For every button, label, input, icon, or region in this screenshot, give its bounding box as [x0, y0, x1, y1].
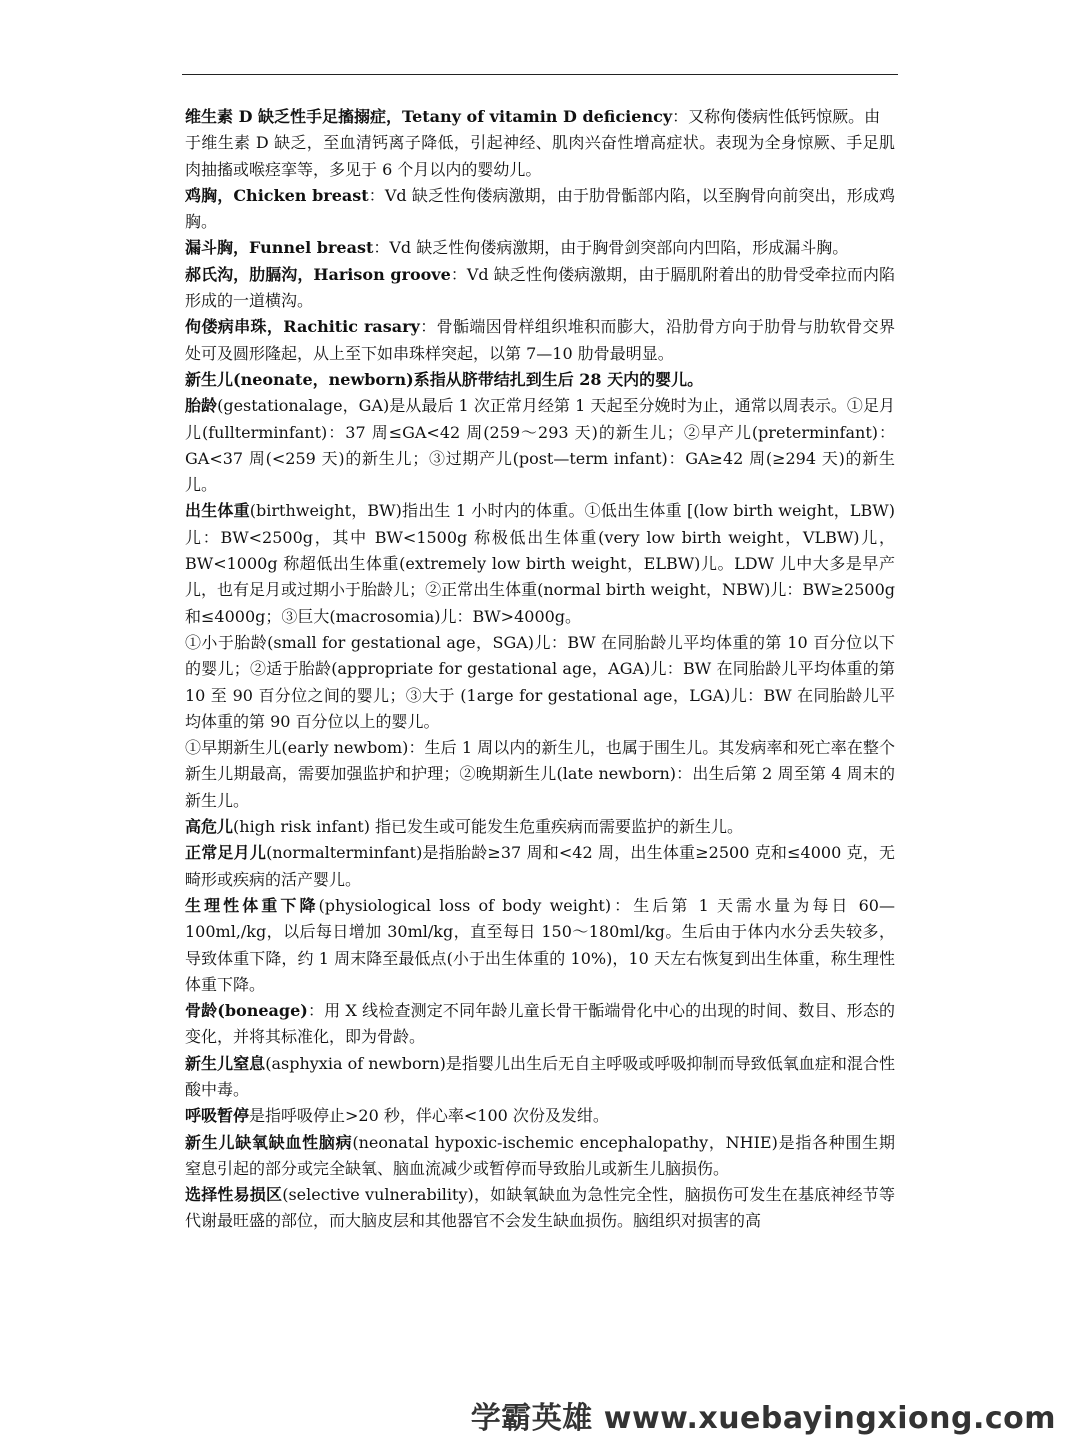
- term-heading: 佝偻病串珠，Rachitic rasary: [185, 317, 420, 337]
- definition-text: (physiological loss of body weight)：生后第 1 天需水量为每日 60—100ml,/kg，以后每日增加 30ml/kg，直至每日 150～180ml/kg。生后由于体内水分丢失较多，导致体重下降，约 1 周末降至最低点(小于出生体重的 10%)，10 天左右恢复到出生体重，称生理性体重下降。: [185, 895, 895, 994]
- definition-text: (normalterminfant)是指胎龄≥37 周和<42 周，出生体重≥2500 克和≤4000 克，无畸形或疾病的活产婴儿。: [185, 843, 895, 889]
- definition-text: 于维生素 D 缺乏，至血清钙离子降低，引起神经、肌肉兴奋性增高症状。表现为全身惊厥、手足肌肉抽搐或喉痉挛等，多见于 6 个月以内的婴幼儿。: [185, 133, 895, 179]
- term-heading: 胎龄: [185, 396, 218, 416]
- paragraph: [185, 1103, 895, 1129]
- definition-text: (birthweight，BW)指出生 1 小时内的体重。①低出生体重 [(low birth weight，LBW)儿：BW<2500g，其中 BW<1500g 称极低出生体重(very low birth weight，VLBW)儿，BW<1000g 称超低出生体重(extremely low birth weight，ELBW)儿。LDW 儿中大多是早产儿，也有足月或过期小于胎龄儿；②正常出生体重(normal birth weight，NBW)儿：BW≥2500g 和≤4000g；③巨大(macrosomia)儿：BW>4000g。: [185, 501, 895, 626]
- term-heading: 新生儿(neonate，newborn)系指从脐带结扎到生后 28 天内的婴儿。: [185, 369, 704, 389]
- term-heading: 选择性易损区: [185, 1185, 283, 1205]
- definition-text: ①早期新生儿(early newbom)：生后 1 周以内的新生儿，也属于围生儿。其发病率和死亡率在整个新生儿期最高，需要加强监护和护理；②晚期新生儿(late newborn)：出生后第 2 周至第 4 周末的新生儿。: [185, 738, 895, 810]
- paragraph: [185, 367, 895, 393]
- paragraph: [185, 840, 895, 893]
- paragraph: [185, 130, 895, 183]
- paragraph: [185, 893, 895, 998]
- term-heading: 骨龄(boneage): [185, 1001, 308, 1021]
- term-heading: 鸡胸，Chicken breast: [185, 185, 369, 205]
- paragraph: [185, 814, 895, 840]
- document-body: [185, 104, 895, 1235]
- paragraph: [185, 393, 895, 498]
- paragraph: [185, 498, 895, 629]
- definition-text: 是指呼吸停止>20 秒，伴心率<100 次份及发绀。: [249, 1106, 609, 1126]
- definition-text: ：骨骺端因骨样组织堆积而膨大，沿肋骨方向于肋骨与肋软骨交界处可及圆形隆起，从上至下如串珠样突起，以第 7—10 肋骨最明显。: [185, 317, 895, 363]
- definition-text: (high risk infant) 指已发生或可能发生危重疾病而需要监护的新生儿。: [233, 817, 744, 837]
- paragraph: [185, 1182, 895, 1235]
- term-heading: 正常足月儿: [185, 843, 267, 863]
- definition-text: (gestationalage，GA)是从最后 1 次正常月经第 1 天起至分娩时为止，通常以周表示。①足月儿(fullterminfant)：37 周≤GA<42 周(259～293 天)的新生儿；②早产儿(preterminfant)：GA<37 周(<259 天)的新生儿；③过期产儿(post—term infant)：GA≥42 周(≥294 天)的新生儿。: [185, 396, 895, 495]
- paragraph: [185, 1051, 895, 1104]
- term-heading: 生理性体重下降: [185, 895, 319, 915]
- definition-text: ：Vd 缺乏性佝偻病激期，由于肋骨骺部内陷，以至胸骨向前突出，形成鸡胸。: [185, 185, 895, 232]
- header-rule: [182, 74, 898, 75]
- definition-text: ①小于胎龄(small for gestational age，SGA)儿：BW 在同胎龄儿平均体重的第 10 百分位以下的婴儿；②适于胎龄(appropriate for gestational age，AGA)儿：BW 在同胎龄儿平均体重的第 10 至 90 百分位之间的婴儿；③大于 (1arge for gestational age，LGA)儿：BW 在同胎龄儿平均体重的第 90 百分位以上的婴儿。: [185, 632, 895, 731]
- term-heading: 郝氏沟，肋膈沟，Harison groove: [185, 264, 451, 284]
- paragraph: [185, 262, 895, 315]
- paragraph: [185, 998, 895, 1051]
- term-heading: 漏斗胸，Funnel breast: [185, 238, 374, 258]
- paragraph: [185, 314, 895, 367]
- term-heading: 新生儿缺氧缺血性脑病: [185, 1132, 353, 1152]
- paragraph: [185, 1130, 895, 1183]
- site-watermark: 学霸英雄 www.xuebayingxiong.com: [470, 1401, 1056, 1436]
- paragraph: [185, 235, 895, 261]
- term-heading: 出生体重: [185, 501, 250, 521]
- definition-text: ：Vd 缺乏性佝偻病激期，由于胸骨剑突部向内凹陷，形成漏斗胸。: [373, 238, 849, 258]
- term-heading: 新生儿窒息: [185, 1053, 266, 1073]
- term-heading: 维生素 D 缺乏性手足搐搦症，Tetany of vitamin D deficiency: [185, 107, 673, 126]
- paragraph: [185, 630, 895, 735]
- paragraph: [185, 735, 895, 814]
- definition-text: (asphyxia of newborn)是指婴儿出生后无自主呼吸或呼吸抑制而导致低氧血症和混合性酸中毒。: [185, 1053, 895, 1099]
- definition-text: (neonatal hypoxic-ischemic encephalopathy，NHIE)是指各种围生期窒息引起的部分或完全缺氧、脑血流减少或暂停而导致胎儿或新生儿脑损伤。: [185, 1132, 895, 1178]
- definition-text: ：用 X 线检查测定不同年龄儿童长骨干骺端骨化中心的出现的时间、数目、形态的变化，并将其标准化，即为骨龄。: [185, 1001, 895, 1047]
- definition-text: ：Vd 缺乏性佝偻病激期，由于膈肌附着出的肋骨受牵拉而内陷形成的一道横沟。: [185, 264, 895, 311]
- term-heading: 呼吸暂停: [185, 1106, 250, 1126]
- definition-text: (selective vulnerability)，如缺氧缺血为急性完全性，脑损伤可发生在基底神经节等代谢最旺盛的部位，而大脑皮层和其他器官不会发生缺血损伤。脑组织对损害的高: [185, 1185, 895, 1231]
- term-heading: 高危儿: [185, 817, 234, 837]
- paragraph: [185, 183, 895, 236]
- definition-text: ：又称佝偻病性低钙惊厥。由: [672, 107, 881, 126]
- paragraph: [185, 104, 895, 130]
